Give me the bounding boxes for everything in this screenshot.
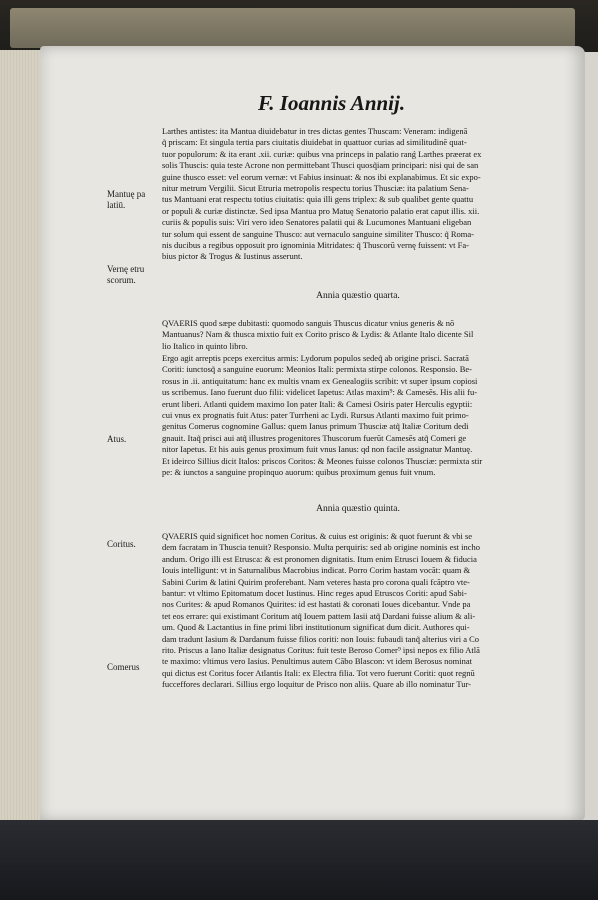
- text-line: nos Curites: & apud Romanos Quirites: id est hastati & coronati Ioues dicebantur. Vnde pa: [162, 599, 471, 610]
- text-line: solis Thuscis: quia teste Acrone non permittebant Thusci quosq̃iam principari: nisi qui de san: [162, 160, 479, 171]
- marginal-note: Coritus.: [107, 539, 136, 549]
- text-line: nitor Iapetus. Et his auis genus proximum fuit vnus Ianus: qd non facile assignatur Mantuę.: [162, 444, 473, 455]
- text-line: andum. Origo illi est Etrusca: & est pronomen dignitatis. Itum enim Etrusci Iouem & fiducia: [162, 553, 477, 564]
- running-head: F. Ioannis Annij.: [258, 91, 406, 115]
- text-line: Mantuanus? Nam & thusca mixtio fuit ex Corito prisco & Lydis: & Atlante Italo dicente Sil: [162, 329, 474, 340]
- text-block-1: [162, 126, 554, 263]
- text-line: guine thusco esset: vel eorum vernæ: vt Fabius insinuat: & nos ibi explanabimus. Et sic expo-: [162, 171, 481, 182]
- text-line: qui dictus est Coritus focer Atlantis Itali: ex Electra filia. Tot vero fuerunt Coriti: quot regnū: [162, 667, 475, 678]
- text-line: dam tradunt Iasium & Dardanum fuisse filios coriti: non Iouis: fubaudi tanq̃ alterius viri a Co: [162, 633, 480, 644]
- text-line: tus Mantuani erat respectu totius ciuitatis: quia illi gens triplex: & sub qualibet gente quattu: [162, 194, 474, 205]
- marginal-note: Atus.: [107, 434, 127, 444]
- text-line: rosus in .ii. antiquitatum: hanc ex multis vnam ex Genealogiis scribit: vt super ipsum copiosi: [162, 375, 478, 386]
- text-block-4: [162, 531, 554, 691]
- book-binding-bottom: [0, 820, 598, 900]
- folded-page-strip: [10, 8, 575, 48]
- text-block-2: [162, 318, 554, 352]
- text-line: nitur metrum Vergilii. Sicut Etruria metropolis respectu torius Thusciæ: ita palatium Sena-: [162, 183, 469, 194]
- text-line: nis ducibus a regibus opposuit pro ignominia Mitridates: q̃ Thuscorū vernę fuissent: vt Fa-: [162, 240, 469, 251]
- text-block-3: [162, 353, 554, 478]
- text-line: Iouis intelligunt: vt in Saturnalibus Macrobius indicat. Porro Corim hastam vocāt: quam &: [162, 565, 471, 576]
- text-line: gnauit. Itaq̃ prisci aui atq̃ illustres progenitores Thuscorum fuerūt Camesēs atq̃ Comeri ge: [162, 432, 467, 443]
- marginal-note: Vernę etru scorum.: [107, 264, 145, 285]
- text-line: Et ideirco Sillius dicit Italos: priscos Coritos: & Meones fuisse colonos Thusciæ: permixta stir: [162, 455, 483, 466]
- section-heading-5: Annia quæstio quinta.: [316, 504, 400, 514]
- text-line: us scribemus. Iano fuerunt duo filii: videlicet Iapetus: Atlas maxim⁹: & Camesēs. His alii fu-: [162, 387, 478, 398]
- text-line: lio Italico in quinto libro.: [162, 340, 248, 351]
- text-line: te maximo: vltimus vero Iasius. Penultimus autem Cābo Blascon: vt idem Berosus nominat: [162, 656, 472, 667]
- text-line: curiis & populis suis: Viri vero ideo Senatores palatii qui & Lucumones Mantuani eligeban: [162, 217, 472, 228]
- text-line: Larthes antistes: ita Mantua diuidebatur in tres dictas gentes Thuscam: Veneram: indigenā: [162, 126, 468, 136]
- text-line: Ergo agit arreptis pceps exercitus armis: Lydorum populos sedeq̃ ab origine prisci. Sacratā: [162, 353, 469, 363]
- text-line: bius pictor & Trogus & Iustinus asserunt.: [162, 251, 303, 262]
- text-line: fucceffores declarari. Sillius ergo loquitur de Prisco non aliis. Quare ab illo nominatur Tur-: [162, 679, 471, 690]
- text-line: genitus Comerus cognomine Gallus: quem Ianus primum Thusciæ atq̃ Italiæ Coritum dedi: [162, 421, 469, 432]
- text-line: QVAERIS quid significet hoc nomen Coritus. & cuius est originis: & quot fuerunt & vbi se: [162, 531, 473, 541]
- text-line: tur solum qui essent de sanguine Thusco: aut vernaculo sanguine similiter Thusco: q̃ Roma-: [162, 228, 475, 239]
- text-line: Sabini Curim & latini Quirim proferebant. Nam veteres hasta pro corona quali fcāptro vte-: [162, 576, 470, 587]
- text-line: cui vnus ex prognatis fuit Atus: pater Turrheni ac Lydi. Rursus Atlanti maximo fuit primo-: [162, 410, 469, 421]
- text-line: bantur: vt vltimo Epitomatum docet Iustinus. Hinc reges apud Etruscos Coriti: apud Sabi-: [162, 588, 467, 599]
- text-line: dem facratam in Thuscia tenuit? Responsio. Multa perquiris: sed ab origine nominis est incho: [162, 542, 481, 553]
- text-line: rito. Priscus a Iano Italiæ designatus Coritus: fuit teste Beroso Comer⁹ ipsi nepos ex filio Atlā: [162, 645, 480, 656]
- text-line: q̃ priscam: Et singula tertia pars ciuitatis diuidebat in quattuor curias ad similitudinē quat-: [162, 137, 467, 148]
- section-heading-4: Annia quæstio quarta.: [316, 291, 400, 301]
- text-line: or populi & curiæ distinctæ. Sed ipsa Mantua pro Matuę Senatorio palatio erat caput illis. xii.: [162, 205, 480, 216]
- text-line: Coriti: iunctosq̃ a sanguine euorum: Meonios Itali: permixta stirpe colonos. Responsio. Be-: [162, 364, 472, 375]
- text-line: tuor populorum: & ita erant .xii. curiæ: quibus vna princeps in palatio ranǵ Larthes præerat ex: [162, 148, 482, 159]
- text-line: pe: & iunctos a sanguine propinquo auorum: quibus proximum genus fuit vnum.: [162, 467, 436, 478]
- text-line: erunt liberi. Atlanti quidem maximo Ion pater Itali: & Camesi Osiris pater Herculis egyptii:: [162, 398, 473, 409]
- marginal-note: Comerus: [107, 662, 140, 672]
- text-line: QVAERIS quod sæpe dubitasti: quomodo sanguis Thuscus dicatur vnius generis & nō: [162, 318, 455, 328]
- text-line: tet eos errare: qui existimant Coritum atq̃ Iouem pattem Iasii atq̃ Dardani fuisse alium & ali-: [162, 610, 476, 621]
- marginal-note: Mantuę pa latiū.: [107, 189, 146, 210]
- text-line: um. Quod & Lactantius in fine primi libri institutionum significat dum dicit. Authores qui-: [162, 622, 470, 633]
